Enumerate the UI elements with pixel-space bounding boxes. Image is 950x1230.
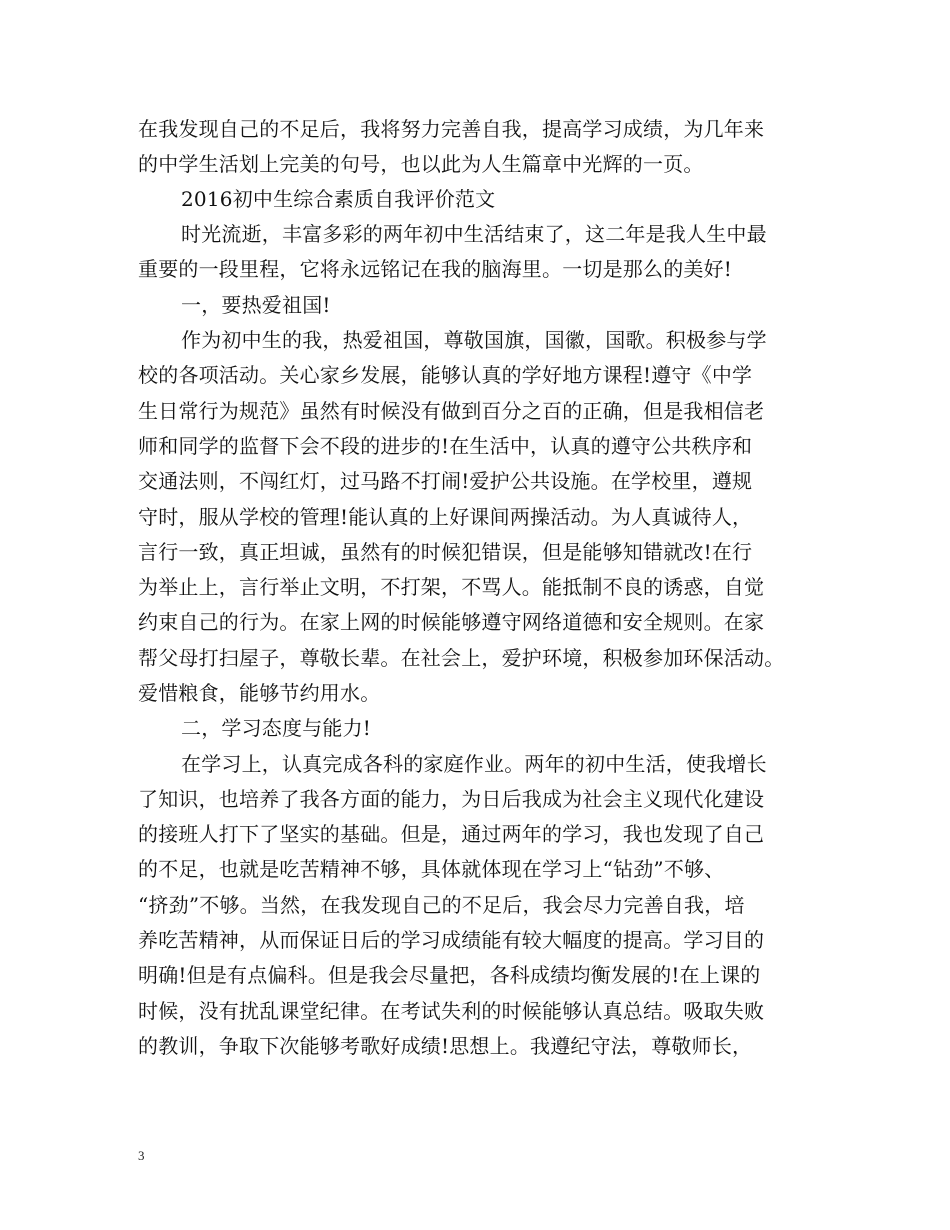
text-line: 在我发现自己的不足后，我将努力完善自我，提高学习成绩，为几年来	[138, 117, 765, 141]
text-line: 校的各项活动。关心家乡发展，能够认真的学好地方课程!遵守《中学	[138, 363, 753, 387]
page-number: 3	[138, 1148, 145, 1163]
section-title: 2016初中生综合素质自我评价范文	[181, 187, 496, 211]
text-line: 帮父母打扫屋子，尊敬长辈。在社会上，爱护环境，积极参加环保活动。	[138, 646, 785, 670]
text-line: 爱惜粮食，能够节约用水。	[138, 681, 381, 705]
text-line: 约束自己的行为。在家上网的时候能够遵守网络道德和安全规则。在家	[138, 610, 765, 634]
heading-study-attitude: 二，学习态度与能力!	[181, 716, 372, 740]
text-line: 的不足，也就是吃苦精神不够，具体就体现在学习上“钻劲”不够、	[138, 857, 725, 881]
text-line: 的中学生活划上完美的句号，也以此为人生篇章中光辉的一页。	[138, 152, 704, 176]
heading-love-country: 一，要热爱祖国!	[181, 293, 331, 317]
text-line: 的教训，争取下次能够考歌好成绩!思想上。我遵纪守法，尊敬师长，	[138, 1034, 753, 1058]
text-line: 言行一致，真正坦诚，虽然有的时候犯错误，但是能够知错就改!在行	[138, 540, 753, 564]
text-line: 明确!但是有点偏科。但是我会尽量把，各科成绩均衡发展的!在上课的	[138, 963, 761, 987]
text-line: 为举止上，言行举止文明，不打架，不骂人。能抵制不良的诱惑，自觉	[138, 575, 765, 599]
text-line: 生日常行为规范》虽然有时候没有做到百分之百的正确，但是我相信老	[138, 399, 765, 423]
text-line: 了知识，也培养了我各方面的能力，为日后我成为社会主义现代化建设	[138, 787, 765, 811]
text-line: 时候，没有扰乱课堂纪律。在考试失利的时候能够认真总结。吸取失败	[138, 999, 765, 1023]
text-line: 时光流逝，丰富多彩的两年初中生活结束了，这二年是我人生中最	[181, 222, 767, 246]
text-line: 在学习上，认真完成各科的家庭作业。两年的初中生活，使我增长	[181, 752, 767, 776]
text-line: 交通法则，不闯红灯，过马路不打闹!爱护公共设施。在学校里，遵规	[138, 469, 753, 493]
text-line: 养吃苦精神，从而保证日后的学习成绩能有较大幅度的提高。学习目的	[138, 928, 765, 952]
text-line: 师和同学的监督下会不段的进步的!在生活中，认真的遵守公共秩序和	[138, 434, 753, 458]
text-line: 守时，服从学校的管理!能认真的上好课间两操活动。为人真诚待人，	[138, 505, 753, 529]
text-line: “挤劲”不够。当然，在我发现自己的不足后，我会尽力完善自我，培	[138, 893, 745, 917]
text-line: 重要的一段里程，它将永远铭记在我的脑海里。一切是那么的美好!	[138, 257, 733, 281]
text-line: 的接班人打下了坚实的基础。但是，通过两年的学习，我也发现了自己	[138, 822, 765, 846]
text-line: 作为初中生的我，热爱祖国，尊敬国旗，国徽，国歌。积极参与学	[181, 328, 767, 352]
